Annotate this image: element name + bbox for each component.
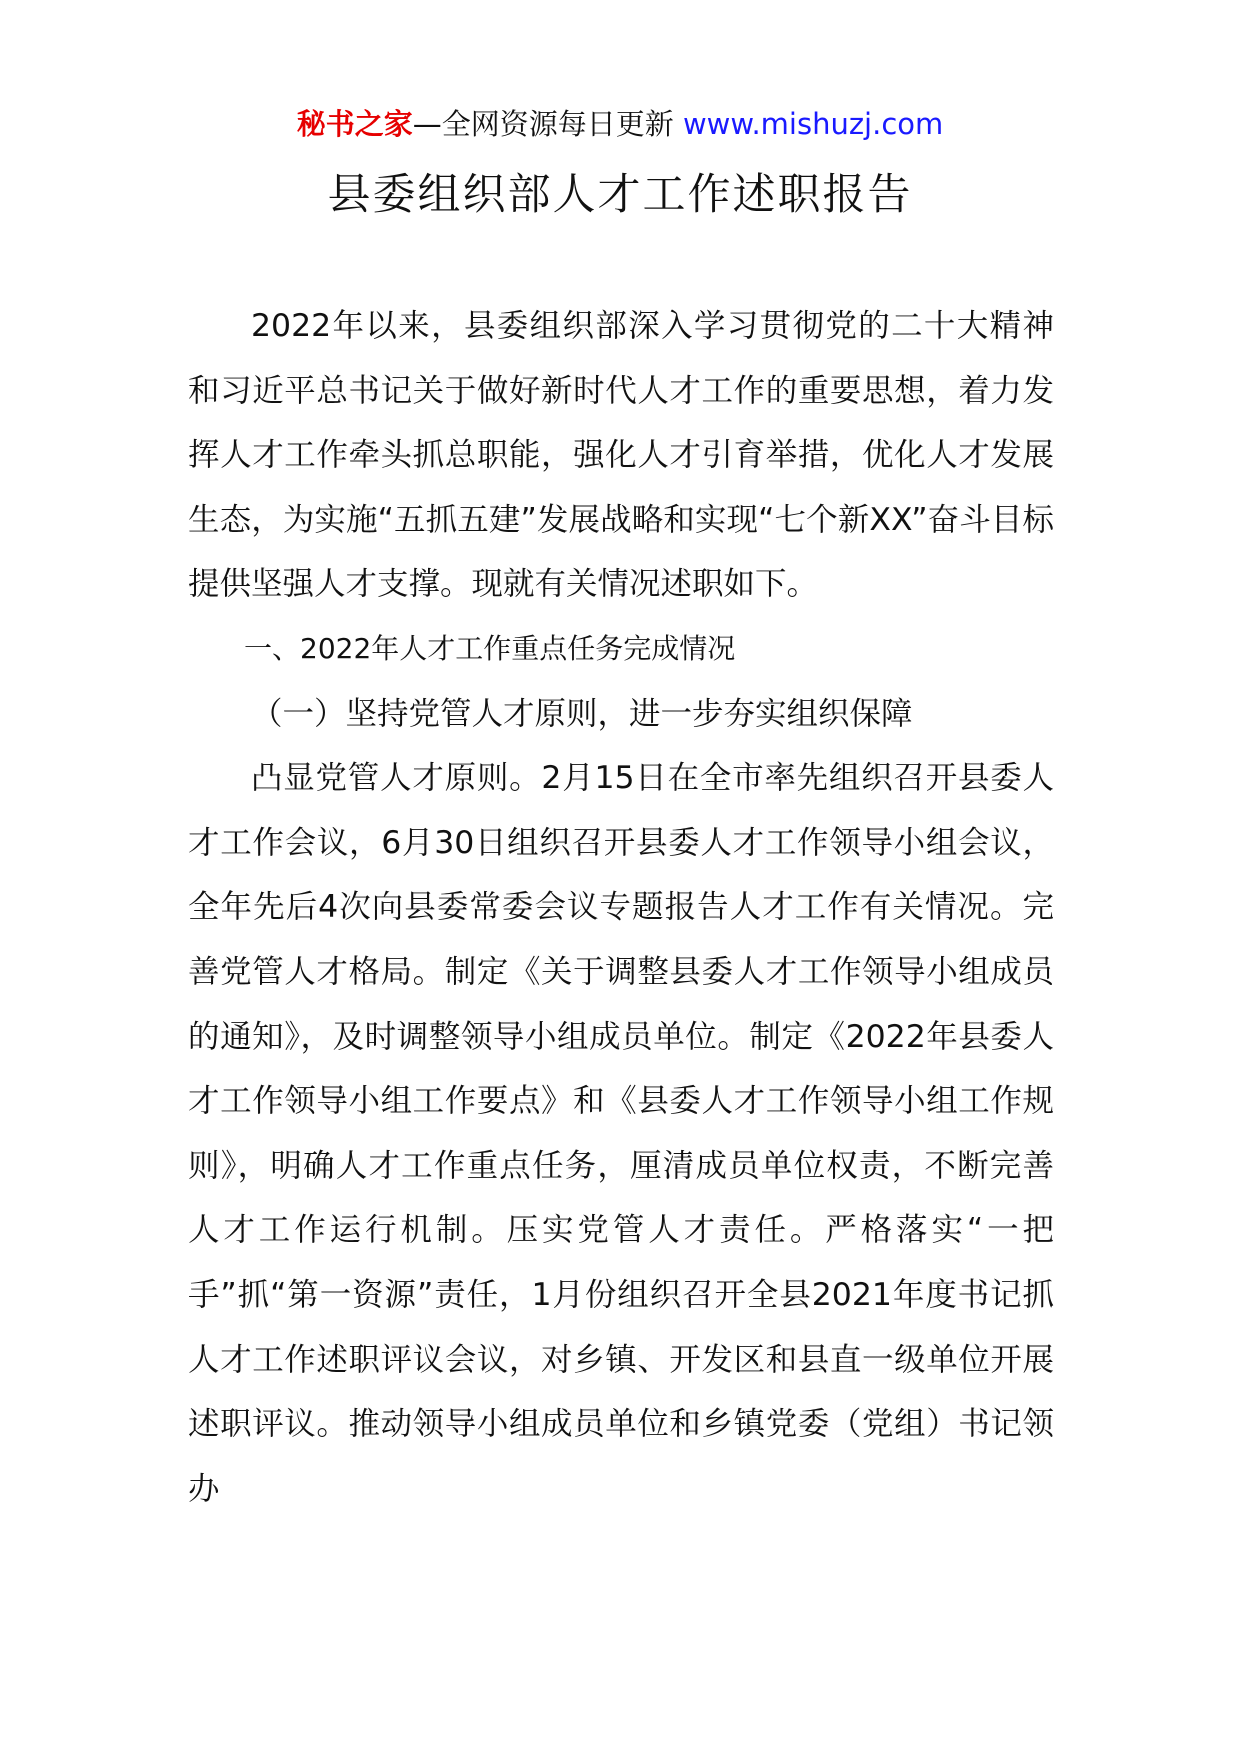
site-slogan: —全网资源每日更新 bbox=[412, 107, 683, 141]
site-brand: 秘书之家 bbox=[296, 107, 413, 141]
document-title: 县委组织部人才工作述职报告 bbox=[327, 170, 913, 220]
site-header bbox=[0, 104, 1240, 144]
body-paragraph: 凸显党管人才原则。2月15日在全市率先组织召开县委人才工作会议，6月30日组织召开县委人才工作领导小组会议，全年先后4次向县委常委会议专题报告人才工作有关情况。完善党管人才格局。制定《关于调整县委人才工作领导小组成员的通知》，及时调整领导小组成员单位。制定《2022年县委人才工作领导小组工作要点》和《县委人才工作领导小组工作规则》，明确人才工作重点任务，厘清成员单位权责，不断完善人才工作运行机制。压实党管人才责任。严格落实“一把手”抓“第一资源”责任，1月份组织召开全县2021年度书记抓人才工作述职评议会议，对乡镇、开发区和县直一级单位开展述职评议。推动领导小组成员单位和乡镇党委（党组）书记领办 bbox=[188, 760, 1054, 1507]
subsection-heading: （一）坚持党管人才原则，进一步夯实组织保障 bbox=[251, 695, 913, 732]
intro-paragraph: 2022年以来，县委组织部深入学习贯彻党的二十大精神和习近平总书记关于做好新时代人才工作的重要思想，着力发挥人才工作牵头抓总职能，强化人才引育举措，优化人才发展生态，为实施“五抓五建”发展战略和实现“七个新XX”奋斗目标提供坚强人才支撑。现就有关情况述职如下。 bbox=[188, 308, 1054, 603]
document-body bbox=[188, 294, 1054, 1521]
site-url-link[interactable]: www.mishuzj.com bbox=[682, 107, 944, 141]
section-heading: 一、2022年人才工作重点任务完成情况 bbox=[244, 631, 736, 665]
